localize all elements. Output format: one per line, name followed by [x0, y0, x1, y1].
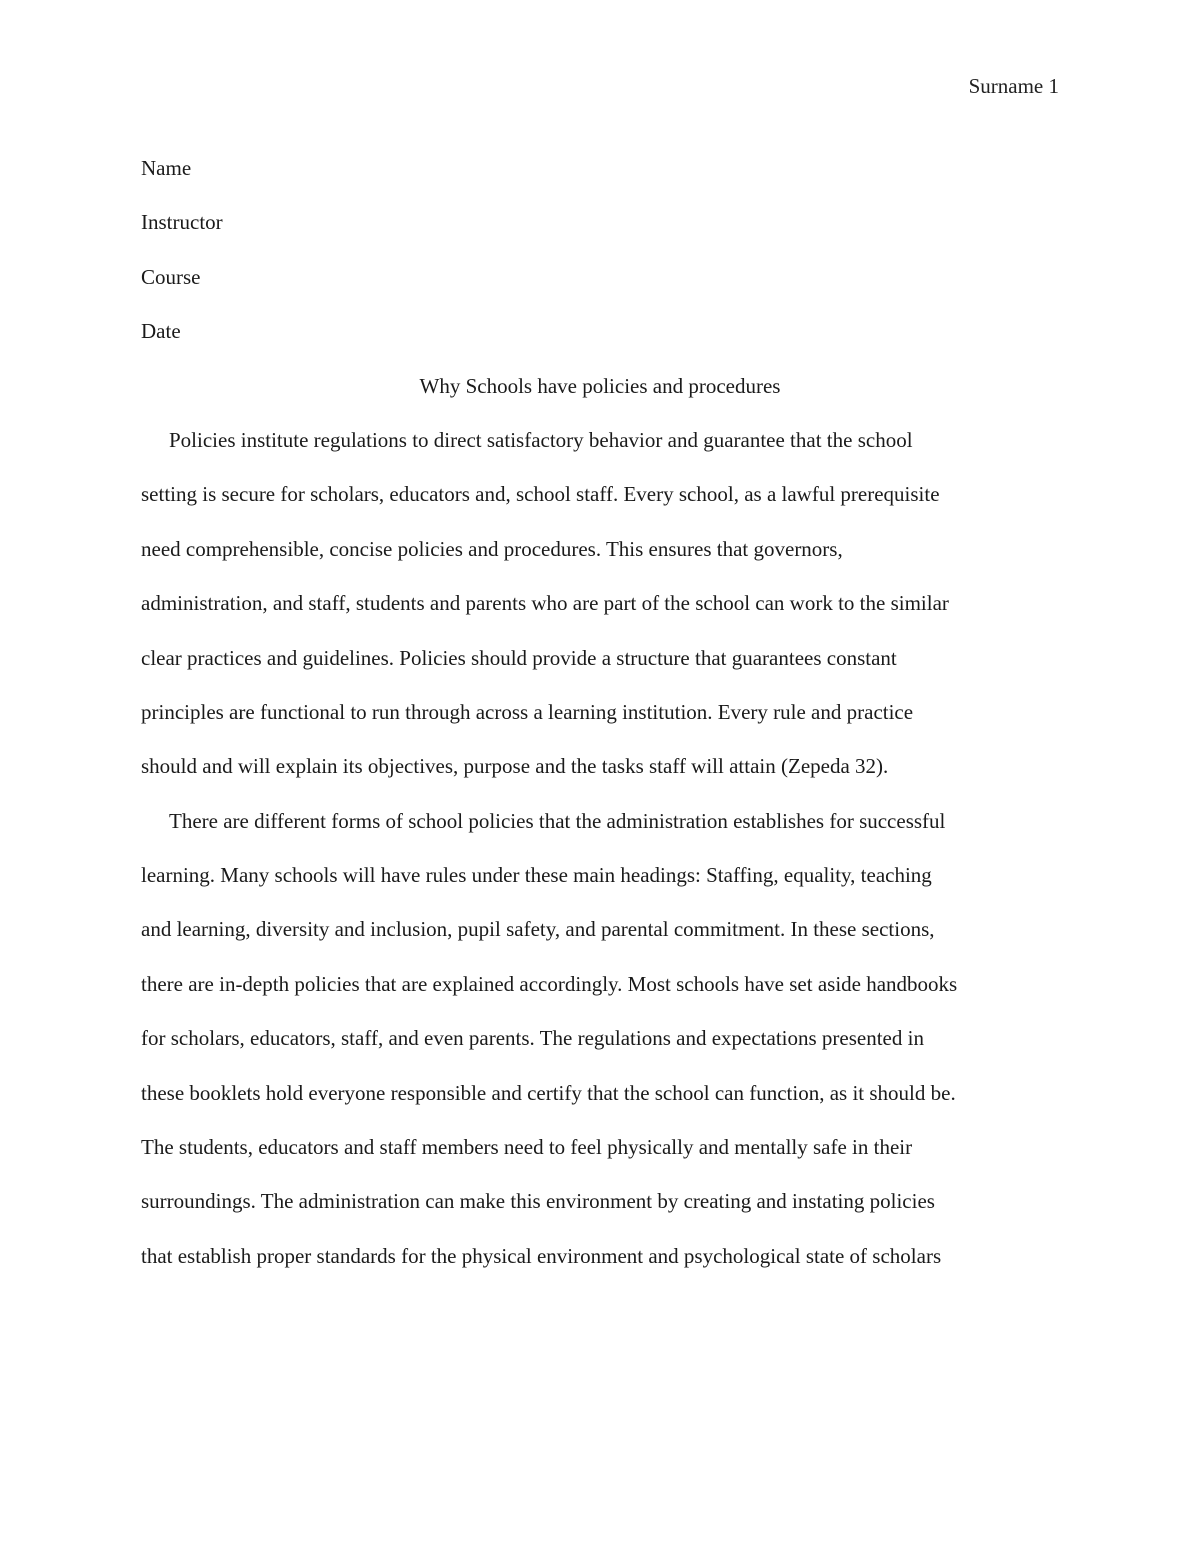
paragraph-line: There are different forms of school policies that the administration establishes for successful	[169, 808, 946, 833]
paragraph-line: there are in-depth policies that are explained accordingly. Most schools have set aside handbooks	[141, 971, 958, 996]
paragraph-line: Policies institute regulations to direct satisfactory behavior and guarantee that the school	[169, 427, 913, 452]
paragraph-line: learning. Many schools will have rules under these main headings: Staffing, equality, teaching	[141, 863, 932, 888]
paragraph-2	[141, 794, 1059, 1284]
date-field: Date	[141, 319, 181, 344]
paragraph-line: administration, and staff, students and parents who are part of the school can work to the similar	[141, 591, 949, 616]
paragraph-line: principles are functional to run through across a learning institution. Every rule and practice	[141, 699, 914, 724]
paragraph-line: clear practices and guidelines. Policies should provide a structure that guarantees constant	[141, 645, 897, 670]
student-name: Name	[141, 156, 192, 180]
paragraph-line: setting is secure for scholars, educators and, school staff. Every school, as a lawful prerequisite	[141, 482, 940, 507]
course-name: Course	[141, 264, 201, 289]
document-body	[141, 141, 1059, 1283]
paragraph-line: that establish proper standards for the physical environment and psychological state of scholars	[141, 1243, 942, 1268]
paragraph-line: for scholars, educators, staff, and even parents. The regulations and expectations presented in	[141, 1026, 924, 1051]
paragraph-line: should and will explain its objectives, purpose and the tasks staff will attain (Zepeda 32).	[141, 754, 889, 779]
page-header: Surname 1	[968, 74, 1059, 98]
instructor-name: Instructor	[141, 210, 223, 235]
paragraph-line: surroundings. The administration can make this environment by creating and instating policies	[141, 1189, 935, 1214]
paragraph-line: need comprehensible, concise policies and procedures. This ensures that governors,	[141, 536, 843, 561]
paragraph-line: The students, educators and staff members need to feel physically and mentally safe in their	[141, 1135, 913, 1160]
essay-title: Why Schools have policies and procedures	[419, 373, 781, 398]
paragraph-line: these booklets hold everyone responsible and certify that the school can function, as it should be.	[141, 1080, 956, 1105]
paragraph-line: and learning, diversity and inclusion, pupil safety, and parental commitment. In these sections,	[141, 917, 935, 942]
paragraph-1	[141, 413, 1059, 794]
